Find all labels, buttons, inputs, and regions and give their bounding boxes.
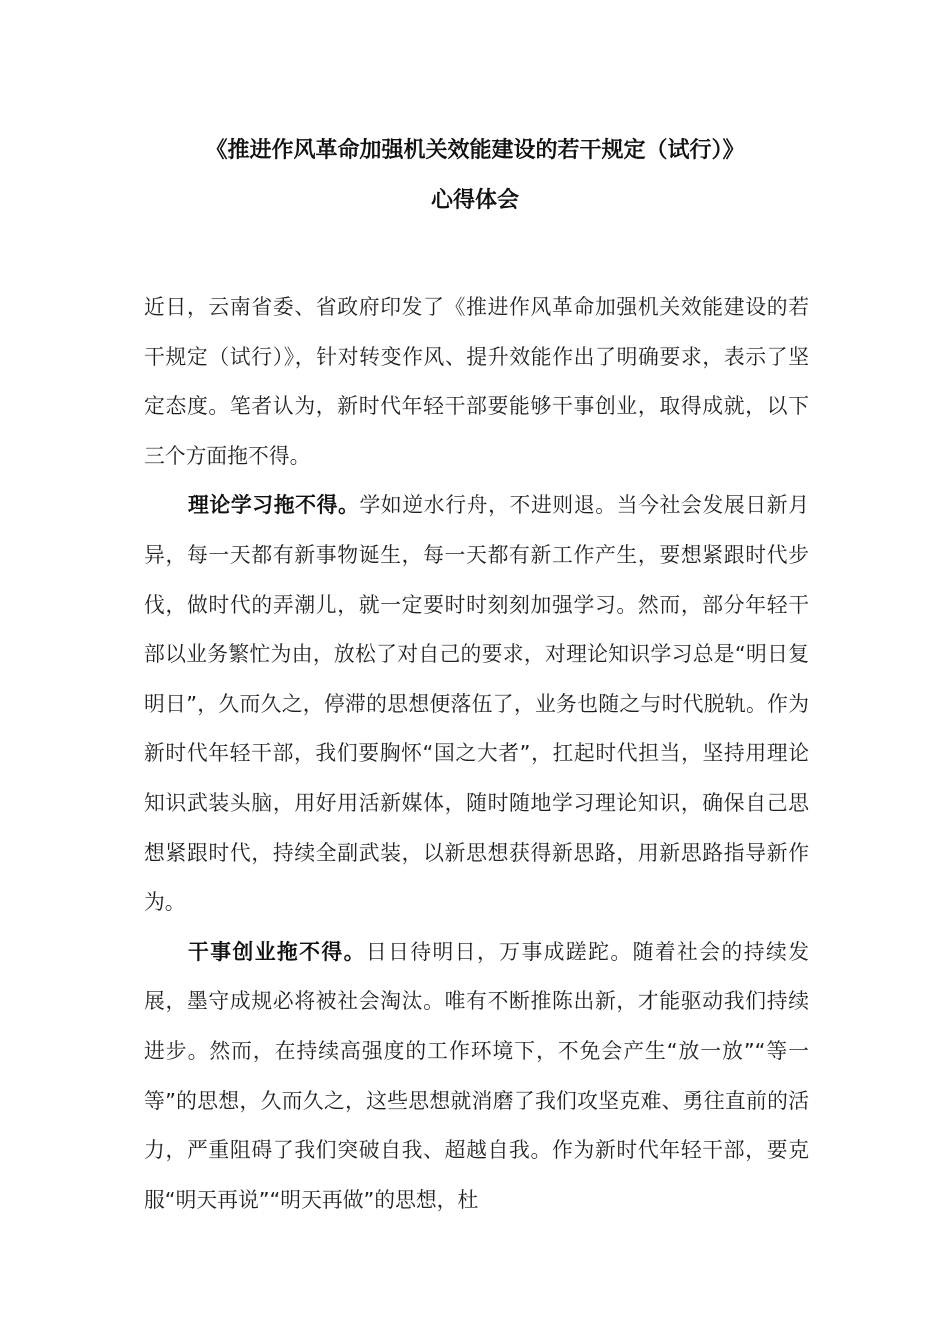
document-title-line-2: 心得体会 — [430, 188, 519, 213]
theory-study-paragraph — [144, 481, 809, 927]
paragraph-lead: 理论学习拖不得。 — [188, 493, 360, 518]
document-body — [144, 283, 809, 1225]
paragraph-text: 近日，云南省委、省政府印发了《推进作风革命加强机关效能建设的若干规定（试行）》，针对转变作风、提升效能作出了明确要求，表示了坚定态度。笔者认为，新时代年轻干部要能够干事创业，取得成就，以下三个方面拖不得。 — [144, 295, 809, 468]
document-title-line-1: 《推进作风革命加强机关效能建设的若干规定（试行）》 — [205, 138, 745, 163]
paragraph-text: 日日待明日，万事成蹉跎。随着社会的持续发展，墨守成规必将被社会淘汰。唯有不断推陈出新，才能驱动我们持续进步。然而，在持续高强度的工作环境下，不免会产生“放一放”“等一等”的思想，久而久之，这些思想就消磨了我们攻坚克难、勇往直前的活力，严重阻碍了我们突破自我、超越自我。作为新时代年轻干部，要克服“明天再说”“明天再做”的思想，杜 — [144, 939, 810, 1212]
paragraph-text: 学如逆水行舟，不进则退。当今社会发展日新月异，每一天都有新事物诞生，每一天都有新工作产生，要想紧跟时代步伐，做时代的弄潮儿，就一定要时时刻刻加强学习。然而，部分年轻干部以业务繁忙为由，放松了对自己的要求，对理论知识学习总是“明日复明日”，久而久之，停滞的思想便落伍了，业务也随之与时代脱轨。作为新时代年轻干部，我们要胸怀“国之大者”，扛起时代担当，坚持用理论知识武装头脑，用好用活新媒体，随时随地学习理论知识，确保自己思想紧跟时代，持续全副武装，以新思想获得新思路，用新思路指导新作为。 — [144, 493, 810, 915]
intro-paragraph — [144, 283, 809, 481]
entrepreneurship-paragraph — [144, 928, 809, 1226]
paragraph-lead: 干事创业拖不得。 — [188, 939, 366, 964]
